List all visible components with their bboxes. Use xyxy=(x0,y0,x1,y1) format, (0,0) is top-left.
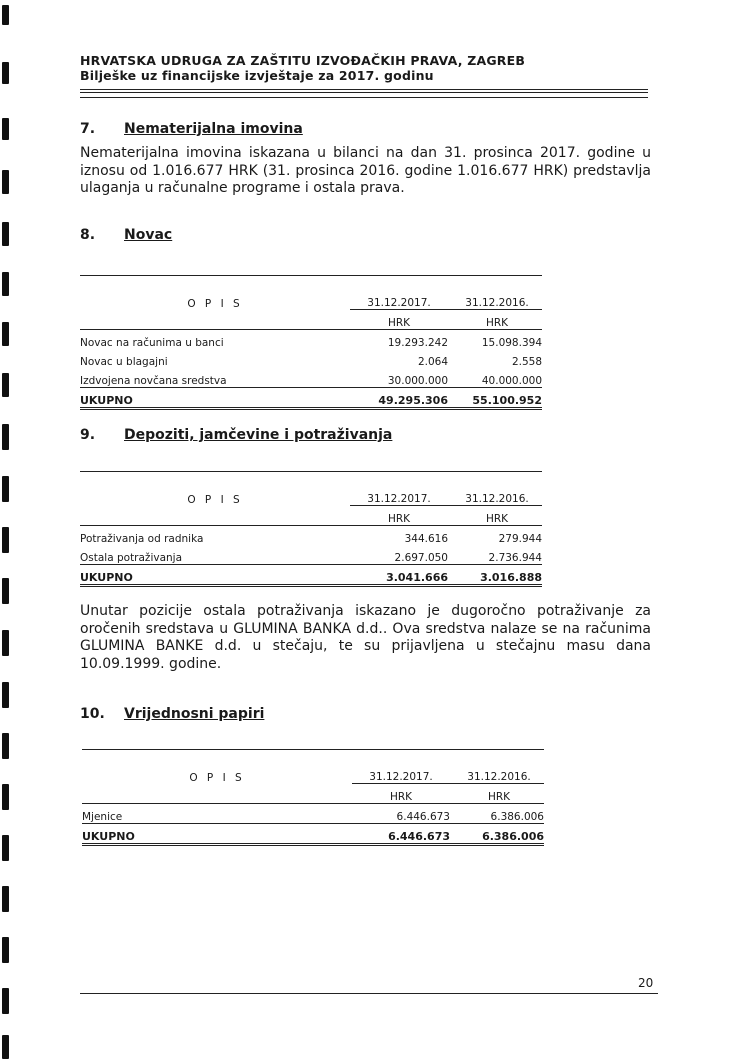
table-header-2017: 31.12.2017. xyxy=(352,764,454,784)
table-currency-2016: HRK xyxy=(452,506,542,526)
table-currency-2016: HRK xyxy=(452,310,542,330)
row-value-2017: 30.000.000 xyxy=(350,368,452,388)
row-label: Novac u blagajni xyxy=(80,356,168,368)
table-header-2016: 31.12.2016. xyxy=(452,290,542,310)
table-currency-2017: HRK xyxy=(350,506,452,526)
total-label: UKUPNO xyxy=(80,565,350,586)
page-number: 20 xyxy=(638,976,654,990)
section-10-table xyxy=(82,749,544,846)
table-header-2016: 31.12.2016. xyxy=(454,764,544,784)
total-value-2016: 55.100.952 xyxy=(452,388,542,409)
table-total-row xyxy=(80,388,542,409)
section-8-number: 8. xyxy=(80,227,96,243)
table-row xyxy=(80,349,542,368)
table-header-2016: 31.12.2016. xyxy=(452,486,542,506)
section-7-heading xyxy=(80,121,303,137)
row-value-2016: 2.736.944 xyxy=(452,545,542,565)
row-value-2017: 6.446.673 xyxy=(352,804,454,824)
section-7-title: Nematerijalna imovina xyxy=(124,121,303,137)
section-8-heading xyxy=(80,227,172,243)
section-9-table xyxy=(80,471,542,587)
row-value-2017: 2.697.050 xyxy=(350,545,452,565)
table-currency-2016: HRK xyxy=(454,784,544,804)
section-7-text: Nematerijalna imovina iskazana u bilanci na dan 31. prosinca 2017. godine u iznosu od 1.016.677 HRK (31. prosinca 2016. godine 1.016.677 HRK) predstavlja ulaganja u računalne programe i ostala prava. xyxy=(80,145,651,196)
table-row xyxy=(80,368,542,388)
table-row xyxy=(80,330,542,350)
header-rule-mid xyxy=(80,92,648,93)
section-9-number: 9. xyxy=(80,427,96,443)
table-header-2017: 31.12.2017. xyxy=(350,290,452,310)
row-value-2016: 15.098.394 xyxy=(481,337,542,349)
row-value-2017: 19.293.242 xyxy=(387,337,448,349)
table-header-desc: O P I S xyxy=(187,297,243,310)
section-10-heading xyxy=(80,706,264,722)
row-value-2016: 279.944 xyxy=(498,533,542,545)
section-8-table xyxy=(80,275,542,410)
section-9-text: Unutar pozicije ostala potraživanja iskazano je dugoročno potraživanje za oročenih sredstava u GLUMINA BANKA d.d.. Ova sredstva nalaze se na računima GLUMINA BANKE d.d. u stečaju, te su prijavljena u stečajnu masu dana 10.09.1999. godine. xyxy=(80,603,651,672)
row-label: Potraživanja od radnika xyxy=(80,533,204,545)
table-row xyxy=(82,804,544,824)
row-value-2016: 2.558 xyxy=(511,356,542,368)
table-header-2017: 31.12.2017. xyxy=(350,486,452,506)
row-label: Izdvojena novčana sredstva xyxy=(80,368,350,388)
header-rule-top xyxy=(80,89,648,90)
section-9-heading xyxy=(80,427,392,443)
section-10-number: 10. xyxy=(80,706,105,722)
total-value-2017: 49.295.306 xyxy=(350,388,452,409)
binder-edge-marks xyxy=(0,0,14,1059)
section-10-title: Vrijednosni papiri xyxy=(124,706,265,722)
row-label: Novac na računima u banci xyxy=(80,337,224,349)
total-value-2016: 3.016.888 xyxy=(452,565,542,586)
total-value-2017: 3.041.666 xyxy=(350,565,452,586)
row-label: Mjenice xyxy=(82,804,352,824)
total-label: UKUPNO xyxy=(80,388,350,409)
header-rule-bottom xyxy=(80,97,648,98)
table-header-desc: O P I S xyxy=(187,493,243,506)
document-org-title: HRVATSKA UDRUGA ZA ZAŠTITU IZVOĐAČKIH PRAVA, ZAGREB xyxy=(80,53,526,68)
section-8-title: Novac xyxy=(124,227,173,243)
table-currency-2017: HRK xyxy=(350,310,452,330)
table-row xyxy=(80,526,542,546)
section-9-title: Depoziti, jamčevine i potraživanja xyxy=(124,427,393,443)
row-value-2016: 6.386.006 xyxy=(454,804,544,824)
row-value-2016: 40.000.000 xyxy=(452,368,542,388)
row-value-2017: 344.616 xyxy=(404,533,448,545)
total-label: UKUPNO xyxy=(82,824,352,845)
table-total-row xyxy=(82,824,544,845)
table-currency-2017: HRK xyxy=(352,784,454,804)
row-label: Ostala potraživanja xyxy=(80,545,350,565)
section-7-number: 7. xyxy=(80,121,96,137)
document-subtitle: Bilješke uz financijske izvještaje za 2017. godinu xyxy=(80,68,434,83)
total-value-2016: 6.386.006 xyxy=(454,824,544,845)
table-total-row xyxy=(80,565,542,586)
table-row xyxy=(80,545,542,565)
row-value-2017: 2.064 xyxy=(417,356,448,368)
footer-rule xyxy=(80,993,658,994)
table-header-desc: O P I S xyxy=(189,771,245,784)
total-value-2017: 6.446.673 xyxy=(352,824,454,845)
